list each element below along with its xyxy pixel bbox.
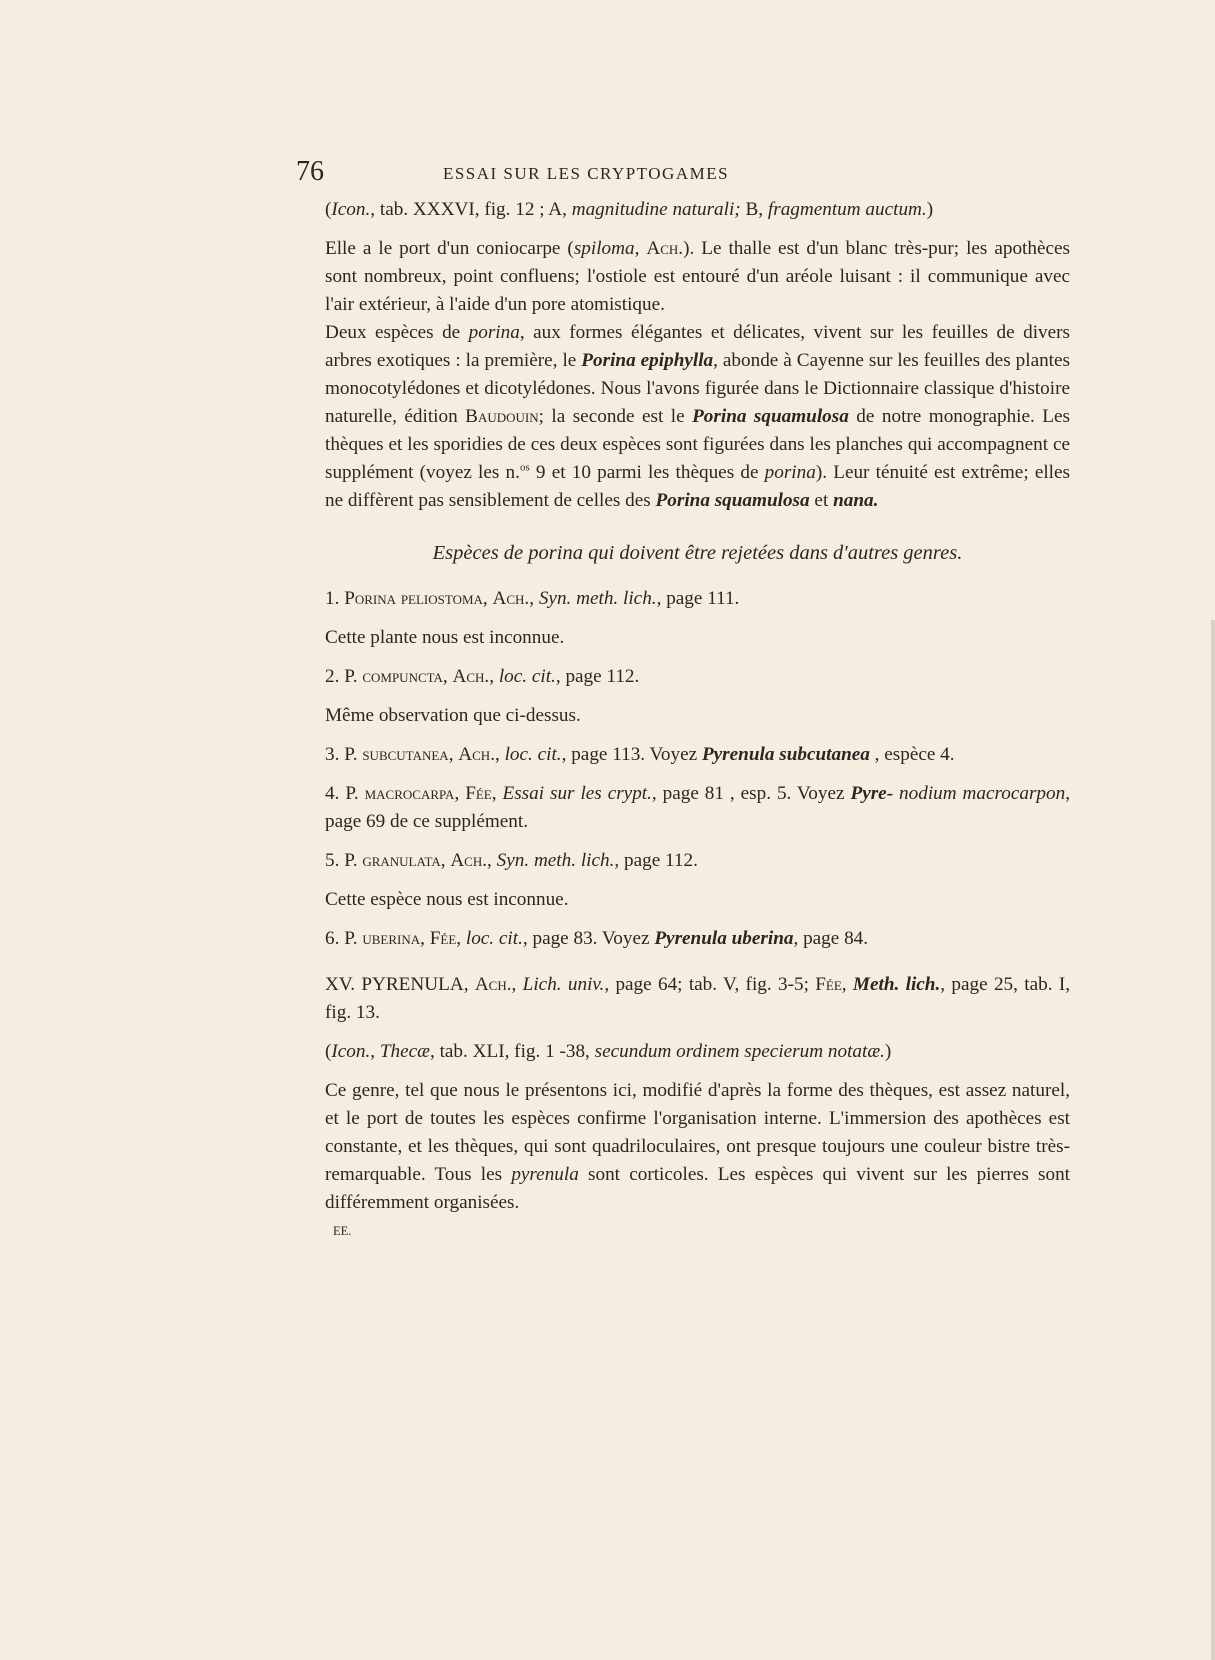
species-entry: 5. P. granulata, Ach., Syn. meth. lich., page 112. [325, 850, 698, 871]
figure-reference-paragraph: (Icon., tab. XXXVI, fig. 12 ; A, magnitudine naturali; B, fragmentum auctum.) [325, 199, 934, 220]
genus-figure-reference: (Icon., Thecæ, tab. XLI, fig. 1 -38, secundum ordinem specierum notatæ.) [325, 1041, 892, 1062]
description-paragraph: Elle a le port d'un coniocarpe (spiloma, Ach.). Le thalle est d'un blanc très-pur; les apothèces sont nombreux, point confluens; l'ostiole est entouré d'un aréole luisant : il communique avec l'air extérieur, à l'aide d'un pore atomistique. [325, 238, 1070, 315]
genus-heading: XV. PYRENULA, Ach., Lich. univ., page 64; tab. V, fig. 3-5; Fée, Meth. lich., page 25, tab. I, fig. 13. [325, 974, 1071, 1023]
running-head: ESSAI SUR LES CRYPTOGAMES [442, 164, 730, 183]
species-note: Cette plante nous est inconnue. [325, 627, 565, 648]
species-entry: 6. P. uberina, Fée, loc. cit., page 83. Voyez Pyrenula uberina, page 84. [325, 928, 869, 949]
species-note: Cette espèce nous est inconnue. [325, 889, 569, 910]
species-paragraph: Deux espèces de porina, aux formes élégantes et délicates, vivent sur les feuilles de divers arbres exotiques : la première, le Porina epiphylla, abonde à Cayenne sur les feuilles des plantes monocotylédones et dicotylédones. Nous l'avons figurée dans le Dictionnaire classique d'histoire naturelle, édition Baudouin; la seconde est le Porina squamulosa de notre monographie. Les thèques et les sporidies de ces deux espèces sont figurées dans les planches qui accompagnent ce supplément (voyez les n.$^{os}$ 9 et 10 parmi les thèques de porina). Leur ténuité est extrême; elles ne diffèrent pas sensiblement de celles des Porina squamulosa et nana. [325, 322, 1071, 511]
catchword: EE. [333, 1224, 352, 1238]
page-header [296, 158, 876, 188]
species-note: Même observation que ci-dessus. [325, 705, 581, 726]
species-entry: 4. P. macrocarpa, Fée, Essai sur les crypt., page 81 , esp. 5. Voyez Pyre- nodium macrocarpon, page 69 de ce supplément. [325, 783, 1070, 832]
species-entry: 1. Porina peliostoma, Ach., Syn. meth. lich., page 111. [325, 588, 740, 609]
section-title: Espèces de porina qui doivent être rejetées dans d'autres genres. [432, 542, 963, 564]
page-edge-shadow [1211, 620, 1215, 1660]
page-number: 76 [296, 156, 324, 187]
page-body [325, 196, 1070, 1245]
genus-description: Ce genre, tel que nous le présentons ici, modifié d'après la forme des thèques, est assez naturel, et le port de toutes les espèces confirme l'organisation interne. L'immersion des apothèces est constante, et les thèques, qui sont quadriloculaires, ont presque toujours une couleur bistre très-remarquable. Tous les pyrenula sont corticoles. Les espèces qui vivent sur les pierres sont différemment organisées. [325, 1080, 1070, 1213]
species-entry: 2. P. compuncta, Ach., loc. cit., page 112. [325, 666, 640, 687]
species-entry: 3. P. subcutanea, Ach., loc. cit., page 113. Voyez Pyrenula subcutanea , espèce 4. [325, 744, 955, 765]
